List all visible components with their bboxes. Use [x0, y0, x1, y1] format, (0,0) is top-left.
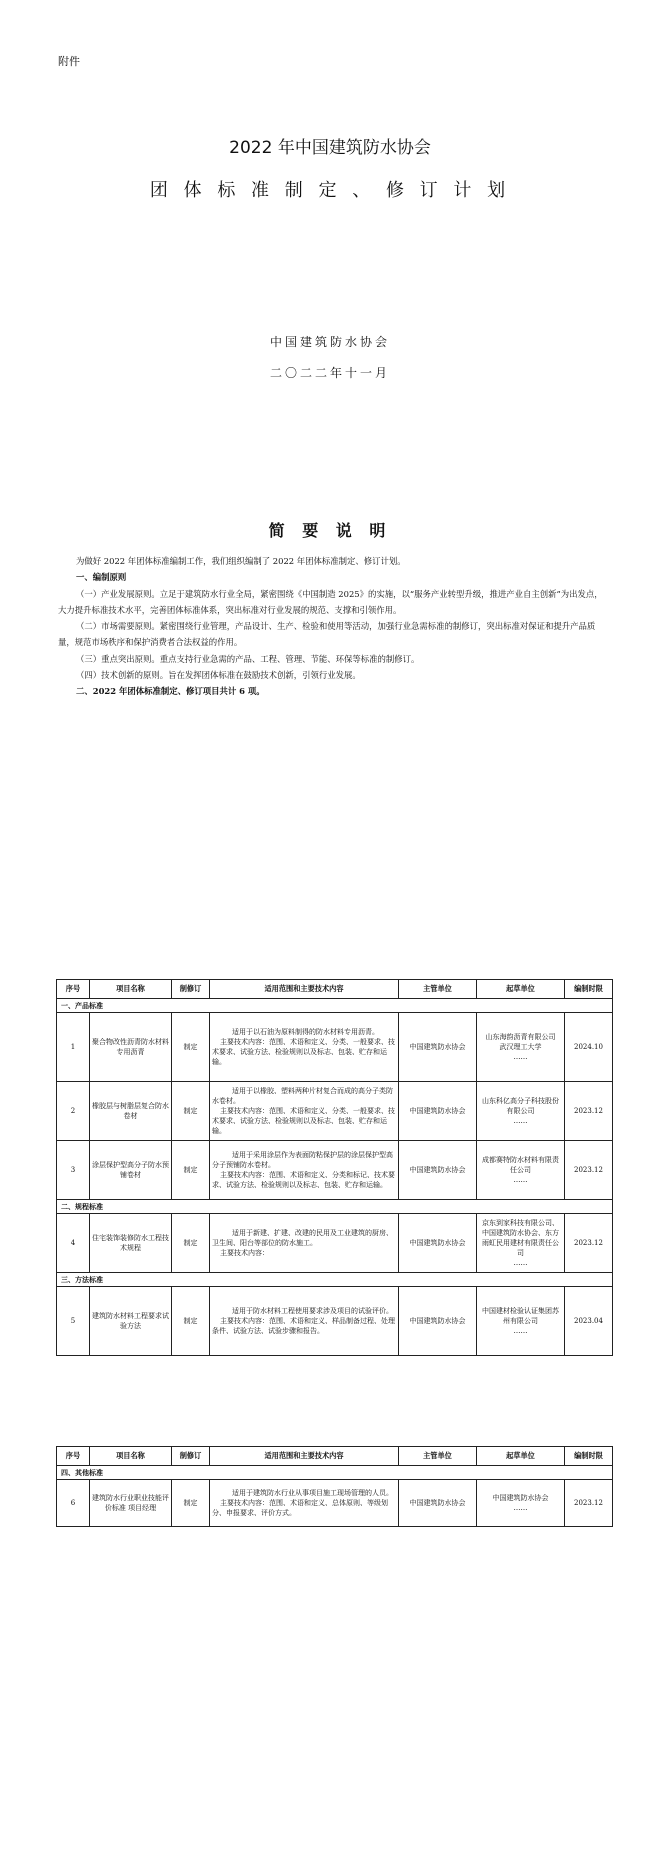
- row-no: 1: [57, 1013, 90, 1082]
- section-title-projects: 二、2022 年团体标准制定、修订项目共计 6 项。: [76, 686, 265, 697]
- technical-content-text: 主要技术内容：范围、术语和定义、总体原则、等级划分、申报要求、评价方式。: [212, 1499, 388, 1517]
- principle-paragraph: （四）技术创新的原则。旨在发挥团体标准在鼓励技术创新，引领行业发展。: [76, 670, 361, 681]
- standards-plan-table: [56, 979, 613, 1356]
- issuing-organization: 中国建筑防水协会: [269, 335, 390, 349]
- header-authority: 主管单位: [399, 980, 477, 999]
- drafter: 中国建筑防水协会: [492, 1494, 549, 1502]
- drafting-units: [477, 1214, 565, 1273]
- scope-text: 适用于以石油为原料制得的防水材料专用沥青。: [232, 1028, 379, 1036]
- drafter-ellipsis: ……: [513, 1117, 528, 1125]
- drafter-ellipsis: ……: [513, 1504, 528, 1512]
- revision-type: 制定: [172, 1214, 210, 1273]
- table-header-row: [57, 980, 613, 999]
- drafter-ellipsis: ……: [513, 1176, 528, 1184]
- drafting-units: [477, 1082, 565, 1141]
- deadline: 2023.12: [565, 1214, 613, 1273]
- header-drafter: 起草单位: [477, 1447, 565, 1466]
- project-name: 建筑防水行业职业技能评价标准 项目经理: [90, 1480, 172, 1527]
- table-header-row: [57, 1447, 613, 1466]
- drafter-ellipsis: ……: [513, 1327, 528, 1335]
- revision-type: 制定: [172, 1013, 210, 1082]
- brief-description: [58, 553, 608, 700]
- header-authority: 主管单位: [399, 1447, 477, 1466]
- drafting-units: [477, 1013, 565, 1082]
- section-title: 一、产品标准: [57, 999, 613, 1013]
- document-title: 2022 年中国建筑防水协会: [229, 138, 431, 158]
- drafter: 山东海韵沥青有限公司: [485, 1033, 556, 1041]
- deadline: 2023.12: [565, 1141, 613, 1200]
- scope-text: 适用于防水材料工程使用要求涉及项目的试验评价。: [232, 1307, 393, 1315]
- row-no: 2: [57, 1082, 90, 1141]
- deadline: 2023.04: [565, 1287, 613, 1356]
- authority: 中国建筑防水协会: [399, 1141, 477, 1200]
- table-row: [57, 1480, 613, 1527]
- row-no: 6: [57, 1480, 90, 1527]
- deadline: 2023.12: [565, 1082, 613, 1141]
- project-name: 涂层保护型高分子防水预铺卷材: [90, 1141, 172, 1200]
- section-row: [57, 1200, 613, 1214]
- scope-content: [210, 1013, 399, 1082]
- revision-type: 制定: [172, 1082, 210, 1141]
- technical-content-text: 主要技术内容：范围、术语和定义、分类、一般要求、技术要求、试验方法、检验规则以及标志、包装、贮存和运输。: [212, 1038, 395, 1066]
- scope-text: 适用于新建、扩建、改建的民用及工业建筑的厨房、卫生间、阳台等部位的防水施工。: [212, 1229, 393, 1247]
- drafter: 京东到家科技有限公司、中国建筑防水协会、东方雨虹民用建材有限责任公司: [482, 1219, 559, 1257]
- technical-content-text: 主要技术内容：范围、术语和定义、分类和标记、技术要求、试验方法、检验规则以及标志、包装、贮存和运输。: [212, 1171, 395, 1189]
- table-row: [57, 1214, 613, 1273]
- header-deadline: 编制时限: [565, 980, 613, 999]
- drafter-ellipsis: ……: [513, 1259, 528, 1267]
- table-row: [57, 1141, 613, 1200]
- project-name: 橡胶层与树脂层复合防水卷材: [90, 1082, 172, 1141]
- principle-paragraph: （一）产业发展原则。立足于建筑防水行业全局，紧密围绕《中国制造 2025》的实施，以“服务产业转型升级，推进产业自主创新”为出发点，大力提升标准技术水平，完善团体标准体系，突出标准对行业发展的规范、支撑和引领作用。: [58, 588, 603, 615]
- section-title: 四、其他标准: [57, 1466, 613, 1480]
- authority: 中国建筑防水协会: [399, 1082, 477, 1141]
- drafter: 武汉理工大学: [499, 1043, 542, 1051]
- attachment-label: 附件: [58, 55, 80, 68]
- authority: 中国建筑防水协会: [399, 1480, 477, 1527]
- header-no: 序号: [57, 1447, 90, 1466]
- scope-content: [210, 1287, 399, 1356]
- header-scope: 适用范围和主要技术内容: [210, 1447, 399, 1466]
- scope-text: 适用于建筑防水行业从事项目施工现场管理的人员。: [232, 1489, 393, 1497]
- issue-date: 二〇二二年十一月: [269, 366, 390, 380]
- authority: 中国建筑防水协会: [399, 1214, 477, 1273]
- header-no: 序号: [57, 980, 90, 999]
- scope-content: [210, 1141, 399, 1200]
- scope-text: 适用于采用涂层作为表面防粘保护层的涂层保护型高分子预铺防水卷材。: [212, 1151, 393, 1169]
- header-drafter: 起草单位: [477, 980, 565, 999]
- header-type: 制修订: [172, 980, 210, 999]
- standards-plan-table-continued: [56, 1446, 613, 1527]
- revision-type: 制定: [172, 1287, 210, 1356]
- brief-intro: 为做好 2022 年团体标准编制工作，我们组织编制了 2022 年团体标准制定、修订计划。: [76, 556, 406, 566]
- drafting-units: [477, 1287, 565, 1356]
- row-no: 3: [57, 1141, 90, 1200]
- deadline: 2024.10: [565, 1013, 613, 1082]
- project-name: 住宅装饰装修防水工程技术规程: [90, 1214, 172, 1273]
- project-name: 聚合物改性沥青防水材料专用沥青: [90, 1013, 172, 1082]
- table-row: [57, 1287, 613, 1356]
- drafter: 山东科亿高分子科技股份有限公司: [482, 1097, 559, 1115]
- document-subtitle: 团 体 标 准 制 定 、 修 订 计 划: [149, 180, 511, 201]
- drafter-ellipsis: ……: [513, 1053, 528, 1061]
- section-title: 二、规程标准: [57, 1200, 613, 1214]
- principle-paragraph: （二）市场需要原则。紧密围绕行业管理，产品设计、生产、检验和使用等活动，加强行业急需标准的制修订，突出标准对保证和提升产品质量，规范市场秩序和保护消费者合法权益的作用。: [58, 621, 596, 648]
- project-name: 建筑防水材料工程要求试验方法: [90, 1287, 172, 1356]
- section-title-principles: 一、编制原则: [76, 572, 127, 583]
- section-row: [57, 1466, 613, 1480]
- principle-paragraph: （三）重点突出原则。重点支持行业急需的产品、工程、管理、节能、环保等标准的制修订。: [76, 653, 420, 664]
- table-row: [57, 1013, 613, 1082]
- scope-text: 适用于以橡胶、塑料两种片材复合而成的高分子类防水卷材。: [212, 1087, 393, 1105]
- scope-content: [210, 1480, 399, 1527]
- section-row: [57, 999, 613, 1013]
- drafter: 中国建材检验认证集团苏州有限公司: [482, 1307, 559, 1325]
- scope-content: [210, 1082, 399, 1141]
- technical-content-text: 主要技术内容：范围、术语和定义、分类、一般要求、技术要求、试验方法、检验规则以及标志、包装、贮存和运输。: [212, 1107, 395, 1135]
- deadline: 2023.12: [565, 1480, 613, 1527]
- header-name: 项目名称: [90, 1447, 172, 1466]
- row-no: 5: [57, 1287, 90, 1356]
- header-type: 制修订: [172, 1447, 210, 1466]
- authority: 中国建筑防水协会: [399, 1287, 477, 1356]
- authority: 中国建筑防水协会: [399, 1013, 477, 1082]
- technical-content-text: 主要技术内容：: [220, 1249, 269, 1257]
- revision-type: 制定: [172, 1480, 210, 1527]
- drafter: 成都赛特防水材料有限责任公司: [482, 1156, 559, 1174]
- header-deadline: 编制时限: [565, 1447, 613, 1466]
- drafting-units: [477, 1141, 565, 1200]
- technical-content-text: 主要技术内容：范围、术语和定义、样品制备过程、处理条件、试验方法、试验步骤和报告。: [212, 1317, 395, 1335]
- section-row: [57, 1273, 613, 1287]
- section-title: 三、方法标准: [57, 1273, 613, 1287]
- header-scope: 适用范围和主要技术内容: [210, 980, 399, 999]
- brief-heading: 简 要 说 明: [268, 521, 392, 540]
- table-row: [57, 1082, 613, 1141]
- revision-type: 制定: [172, 1141, 210, 1200]
- header-name: 项目名称: [90, 980, 172, 999]
- scope-content: [210, 1214, 399, 1273]
- row-no: 4: [57, 1214, 90, 1273]
- drafting-units: [477, 1480, 565, 1527]
